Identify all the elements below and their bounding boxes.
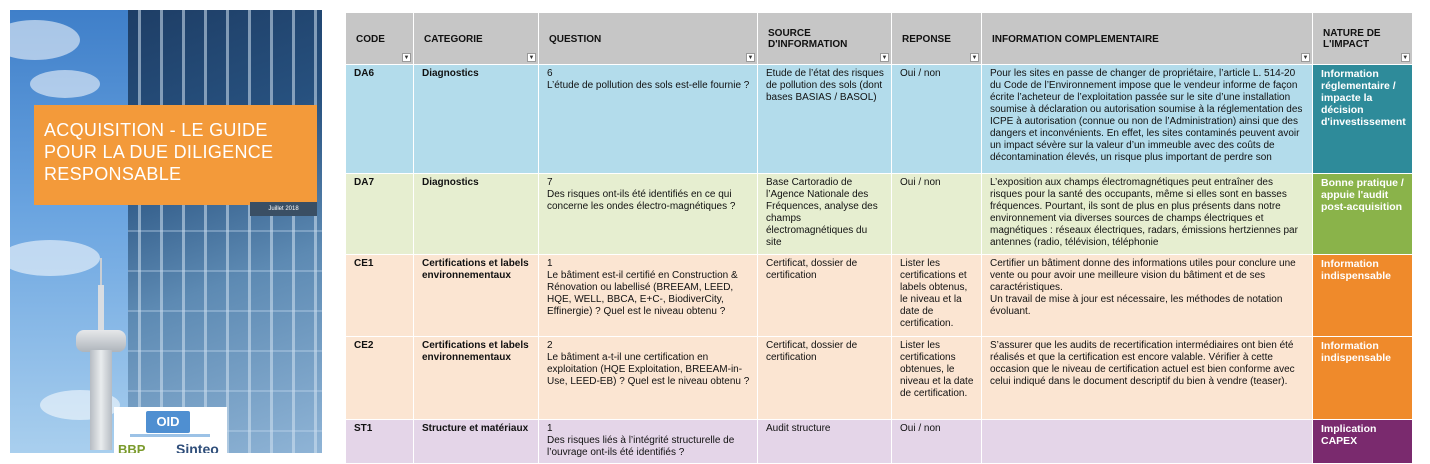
reponse-text: Lister les certifications et labels obtenus, le niveau et la date de certification. [900, 258, 968, 329]
filter-dropdown-icon[interactable]: ▼ [971, 55, 978, 61]
cell-categorie [414, 420, 539, 464]
source-text: Certificat, dossier de certification [766, 258, 858, 281]
header-question [539, 13, 758, 65]
info-text: S’assurer que les audits de recertification intermédiaires ont bien été réalisés et que la certification est encore valable. Vérifier à cette occasion que le niveau de certification actuel est bien conforme avec celui indiqué dans le document descriptif du bien à vendre (teaser). [990, 340, 1295, 387]
filter-dropdown-icon[interactable]: ▼ [1402, 55, 1409, 61]
nature-text: Information réglementaire / impacte la décision d'investissement [1321, 68, 1406, 128]
cell-nature [1313, 65, 1413, 174]
filter-dropdown-icon[interactable]: ▼ [403, 55, 410, 61]
source-text: Certificat, dossier de certification [766, 340, 858, 363]
question-text: L’étude de pollution des sols est-elle fournie ? [547, 80, 750, 91]
cell-code [346, 255, 414, 337]
header-nature [1313, 13, 1413, 65]
reponse-text: Oui / non [900, 68, 941, 79]
table-header-row [346, 13, 1413, 65]
cell-question [539, 255, 758, 337]
code-text: DA6 [354, 68, 375, 79]
cover-title: ACQUISITION - LE GUIDE POUR LA DUE DILIGENCE RESPONSABLE [44, 120, 274, 184]
code-text: DA7 [354, 177, 375, 188]
oid-logo: OID [146, 411, 190, 433]
question-text: Le bâtiment a-t-il une certification en exploitation (HQE Exploitation, BREEAM-in-Use, LEED-EB) ? Quel est le niveau obtenu ? [547, 352, 750, 387]
cell-reponse [892, 337, 982, 420]
guide-cover-image [10, 10, 322, 453]
question-text: Des risques liés à l’intégrité structurelle de l’ouvrage ont-ils été identifiés ? [547, 435, 735, 458]
cell-categorie [414, 255, 539, 337]
nature-text: Information indispensable [1321, 258, 1392, 282]
cell-nature [1313, 420, 1413, 464]
cell-question [539, 174, 758, 255]
nature-text: Implication CAPEX [1321, 423, 1377, 447]
partner-logos [114, 407, 227, 453]
sinteo-logo: Sinteo [176, 441, 219, 453]
categorie-text: Diagnostics [422, 68, 479, 79]
cell-question [539, 420, 758, 464]
header-label: CODE [356, 33, 385, 45]
header-categorie [414, 13, 539, 65]
cell-nature [1313, 255, 1413, 337]
cell-source [758, 420, 892, 464]
question-number: 2 [547, 340, 553, 351]
table-row [346, 255, 1413, 337]
info-text: Certifier un bâtiment donne des informations utiles pour conclure une vente ou pour avoir une meilleure vision du bâtiment et de ses caractéristiques. [990, 258, 1296, 293]
info-text: Un travail de mise à jour est nécessaire, les méthodes de notation évoluant. [990, 294, 1283, 317]
cell-question [539, 65, 758, 174]
reponse-text: Lister les certifications obtenues, le niveau et la date de certification. [900, 340, 974, 399]
header-label: REPONSE [902, 33, 951, 45]
cell-code [346, 337, 414, 420]
categorie-text: Diagnostics [422, 177, 479, 188]
cell-source [758, 255, 892, 337]
categorie-text: Certifications et labels environnementaux [422, 340, 529, 363]
cloud [10, 240, 100, 276]
cell-categorie [414, 174, 539, 255]
reponse-text: Oui / non [900, 423, 941, 434]
header-code [346, 13, 414, 65]
cell-info [982, 174, 1313, 255]
cell-reponse [892, 174, 982, 255]
cell-code [346, 65, 414, 174]
header-info [982, 13, 1313, 65]
reponse-text: Oui / non [900, 177, 941, 188]
question-number: 1 [547, 258, 553, 269]
header-label: NATURE DE L'IMPACT [1323, 28, 1381, 50]
cell-info [982, 255, 1313, 337]
header-source [758, 13, 892, 65]
due-diligence-table [345, 12, 1413, 464]
question-number: 1 [547, 423, 553, 434]
header-reponse [892, 13, 982, 65]
cover-date: Juillet 2018 [250, 202, 317, 216]
cloud [30, 70, 100, 98]
source-text: Audit structure [766, 423, 831, 434]
header-label: CATEGORIE [424, 33, 483, 45]
filter-dropdown-icon[interactable]: ▼ [747, 55, 754, 61]
glass-building [128, 10, 322, 453]
cell-nature [1313, 174, 1413, 255]
cell-question [539, 337, 758, 420]
code-text: ST1 [354, 423, 373, 434]
question-text: Le bâtiment est-il certifié en Construction & Rénovation ou labellisé (BREEAM, LEED, HQE, WELL, BBCA, E+C-, BiodiverCity, Effinergie) ? Quel est le niveau obtenu ? [547, 270, 738, 317]
table-row [346, 337, 1413, 420]
info-text: Pour les sites en passe de changer de propriétaire, l’article L. 514-20 du Code de l’Environnement impose que le vendeur informe de façon écrite l’acheteur de l’exploitation passée sur le site d’une installation soumise à déclaration ou autorisation soumise à la réglementation des ICPE à autorisation (connue ou non de l’Administration) ainsi que des dangers et inconvénients. En effet, les sites contaminés peuvent avoir un impact sévère sur la valeur d’un immeuble avec des coûts de décontamination élevés, un risque plus important de perdre son [990, 68, 1303, 163]
bbp-logo: BBP [118, 442, 146, 453]
cell-code [346, 420, 414, 464]
cell-reponse [892, 255, 982, 337]
cell-info [982, 420, 1313, 464]
cell-code [346, 174, 414, 255]
question-number: 6 [547, 68, 553, 79]
table-row [346, 174, 1413, 255]
cell-reponse [892, 65, 982, 174]
filter-dropdown-icon[interactable]: ▼ [881, 55, 888, 61]
source-text: Base Cartoradio de l’Agence Nationale des Fréquences, analyse des champs électromagnétiques du site [766, 177, 878, 248]
code-text: CE2 [354, 340, 374, 351]
cell-source [758, 65, 892, 174]
cell-source [758, 337, 892, 420]
cell-categorie [414, 337, 539, 420]
header-label: QUESTION [549, 33, 602, 45]
tv-tower [100, 258, 102, 288]
cell-info [982, 65, 1313, 174]
question-text: Des risques ont-ils été identifiés en ce qui concerne les ondes électro-magnétiques ? [547, 189, 736, 212]
cell-nature [1313, 337, 1413, 420]
filter-dropdown-icon[interactable]: ▼ [1302, 55, 1309, 61]
categorie-text: Structure et matériaux [422, 423, 529, 434]
table-row [346, 420, 1413, 464]
table-row [346, 65, 1413, 174]
cell-source [758, 174, 892, 255]
categorie-text: Certifications et labels environnementaux [422, 258, 529, 281]
cell-categorie [414, 65, 539, 174]
filter-dropdown-icon[interactable]: ▼ [528, 55, 535, 61]
source-text: Etude de l’état des risques de pollution des sols (dont bases BASIAS / BASOL) [766, 68, 884, 103]
header-label: SOURCE D'INFORMATION [768, 28, 848, 50]
question-number: 7 [547, 177, 553, 188]
cloud [10, 20, 80, 60]
nature-text: Information indispensable [1321, 340, 1392, 364]
cell-reponse [892, 420, 982, 464]
header-label: INFORMATION COMPLEMENTAIRE [992, 33, 1159, 45]
info-text: L’exposition aux champs électromagnétiques peut entraîner des risques pour la santé des occupants, même si elles sont en basses fréquences. Pourtant, ils sont de plus en plus présents dans notre environnement via diverses sources de champs électriques et magnétiques : réseaux électriques, radars, émissions hertziennes par antennes (radio, télévision, téléphonie [990, 177, 1298, 248]
code-text: CE1 [354, 258, 374, 269]
cell-info [982, 337, 1313, 420]
nature-text: Bonne pratique / appuie l'audit post-acquisition [1321, 177, 1404, 213]
cover-title-box [34, 105, 317, 205]
